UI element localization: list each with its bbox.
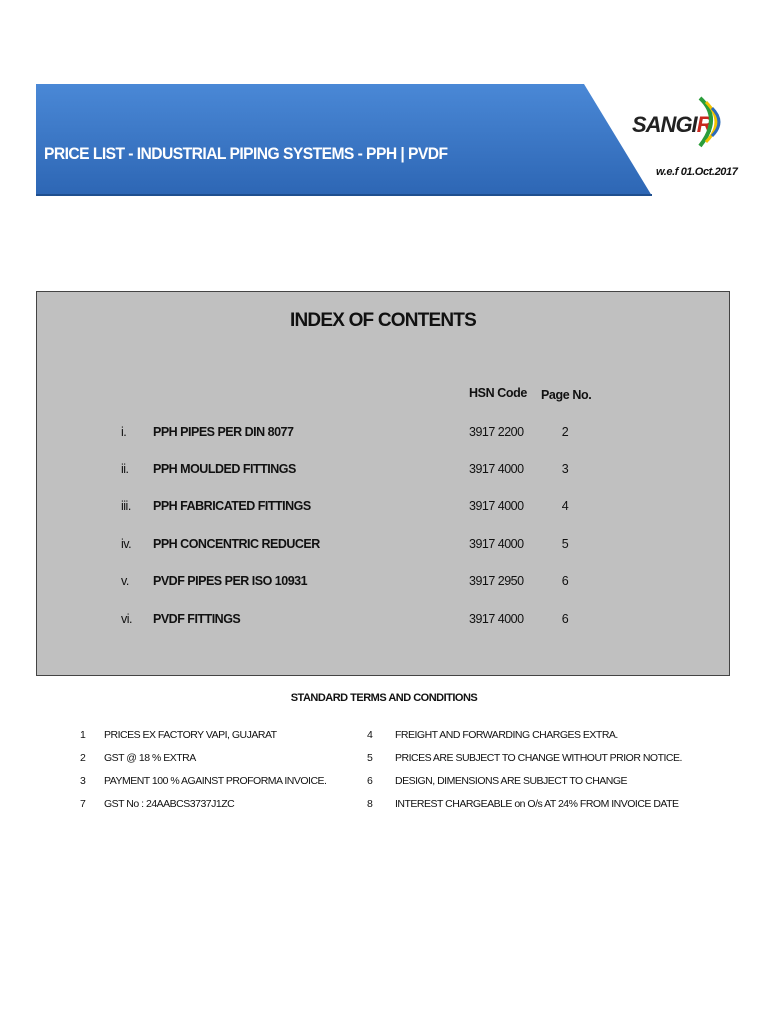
row-number: vi.: [121, 612, 132, 626]
banner-shape: [36, 84, 652, 196]
term-text: INTEREST CHARGEABLE on O/s AT 24% FROM INVOICE DATE: [395, 798, 679, 810]
index-row: [37, 425, 729, 445]
row-number: v.: [121, 574, 129, 588]
row-page: 3: [561, 462, 569, 476]
index-row: [37, 499, 729, 519]
row-number: iii.: [121, 499, 131, 513]
row-number: i.: [121, 425, 127, 439]
row-item: PVDF PIPES PER ISO 10931: [153, 574, 308, 588]
row-item: PPH MOULDED FITTINGS: [153, 462, 296, 476]
term-number: 2: [80, 752, 86, 764]
page-title: PRICE LIST - INDUSTRIAL PIPING SYSTEMS - PPH | PVDF: [44, 144, 448, 163]
hsn-code-header: HSN Code: [469, 386, 527, 400]
term-number: 1: [80, 729, 86, 741]
logo-swoosh-icon: [692, 94, 728, 150]
row-hsn: 3917 2950: [469, 574, 524, 588]
index-title: INDEX OF CONTENTS: [290, 310, 476, 331]
index-of-contents: [36, 291, 730, 676]
index-row: [37, 462, 729, 482]
row-page: 2: [561, 425, 569, 439]
header-banner: [36, 84, 652, 196]
index-row: [37, 574, 729, 594]
brand-name: SANGIR: [632, 112, 712, 137]
term-number: 7: [80, 798, 86, 810]
term-text: DESIGN, DIMENSIONS ARE SUBJECT TO CHANGE: [395, 775, 628, 787]
row-hsn: 3917 4000: [469, 499, 524, 513]
row-item: PPH CONCENTRIC REDUCER: [153, 537, 320, 551]
row-item: PVDF FITTINGS: [153, 612, 241, 626]
row-page: 6: [561, 612, 569, 626]
row-hsn: 3917 4000: [469, 612, 524, 626]
term-text: GST No : 24AABCS3737J1ZC: [104, 798, 235, 810]
row-page: 5: [561, 537, 569, 551]
effective-date: w.e.f 01.Oct.2017: [656, 166, 738, 178]
term-text: PRICES ARE SUBJECT TO CHANGE WITHOUT PRIOR NOTICE.: [395, 752, 682, 764]
term-number: 8: [367, 798, 373, 810]
row-hsn: 3917 4000: [469, 462, 524, 476]
row-hsn: 3917 2200: [469, 425, 524, 439]
row-item: PPH PIPES PER DIN 8077: [153, 425, 294, 439]
index-row: [37, 612, 729, 632]
brand-accent-letter: R: [696, 112, 712, 137]
term-number: 4: [367, 729, 373, 741]
row-number: ii.: [121, 462, 129, 476]
row-item: PPH FABRICATED FITTINGS: [153, 499, 311, 513]
term-text: PRICES EX FACTORY VAPI, GUJARAT: [104, 729, 277, 741]
row-page: 4: [561, 499, 569, 513]
sangir-logo: [628, 94, 728, 150]
row-page: 6: [561, 574, 569, 588]
term-text: FREIGHT AND FORWARDING CHARGES EXTRA.: [395, 729, 618, 741]
row-number: iv.: [121, 537, 132, 551]
term-number: 6: [367, 775, 373, 787]
row-hsn: 3917 4000: [469, 537, 524, 551]
page-no-header: Page No.: [541, 388, 592, 402]
term-number: 3: [80, 775, 86, 787]
index-row: [37, 537, 729, 557]
term-text: GST @ 18 % EXTRA: [104, 752, 196, 764]
term-text: PAYMENT 100 % AGAINST PROFORMA INVOICE.: [104, 775, 327, 787]
term-number: 5: [367, 752, 373, 764]
terms-title: STANDARD TERMS AND CONDITIONS: [290, 692, 478, 704]
